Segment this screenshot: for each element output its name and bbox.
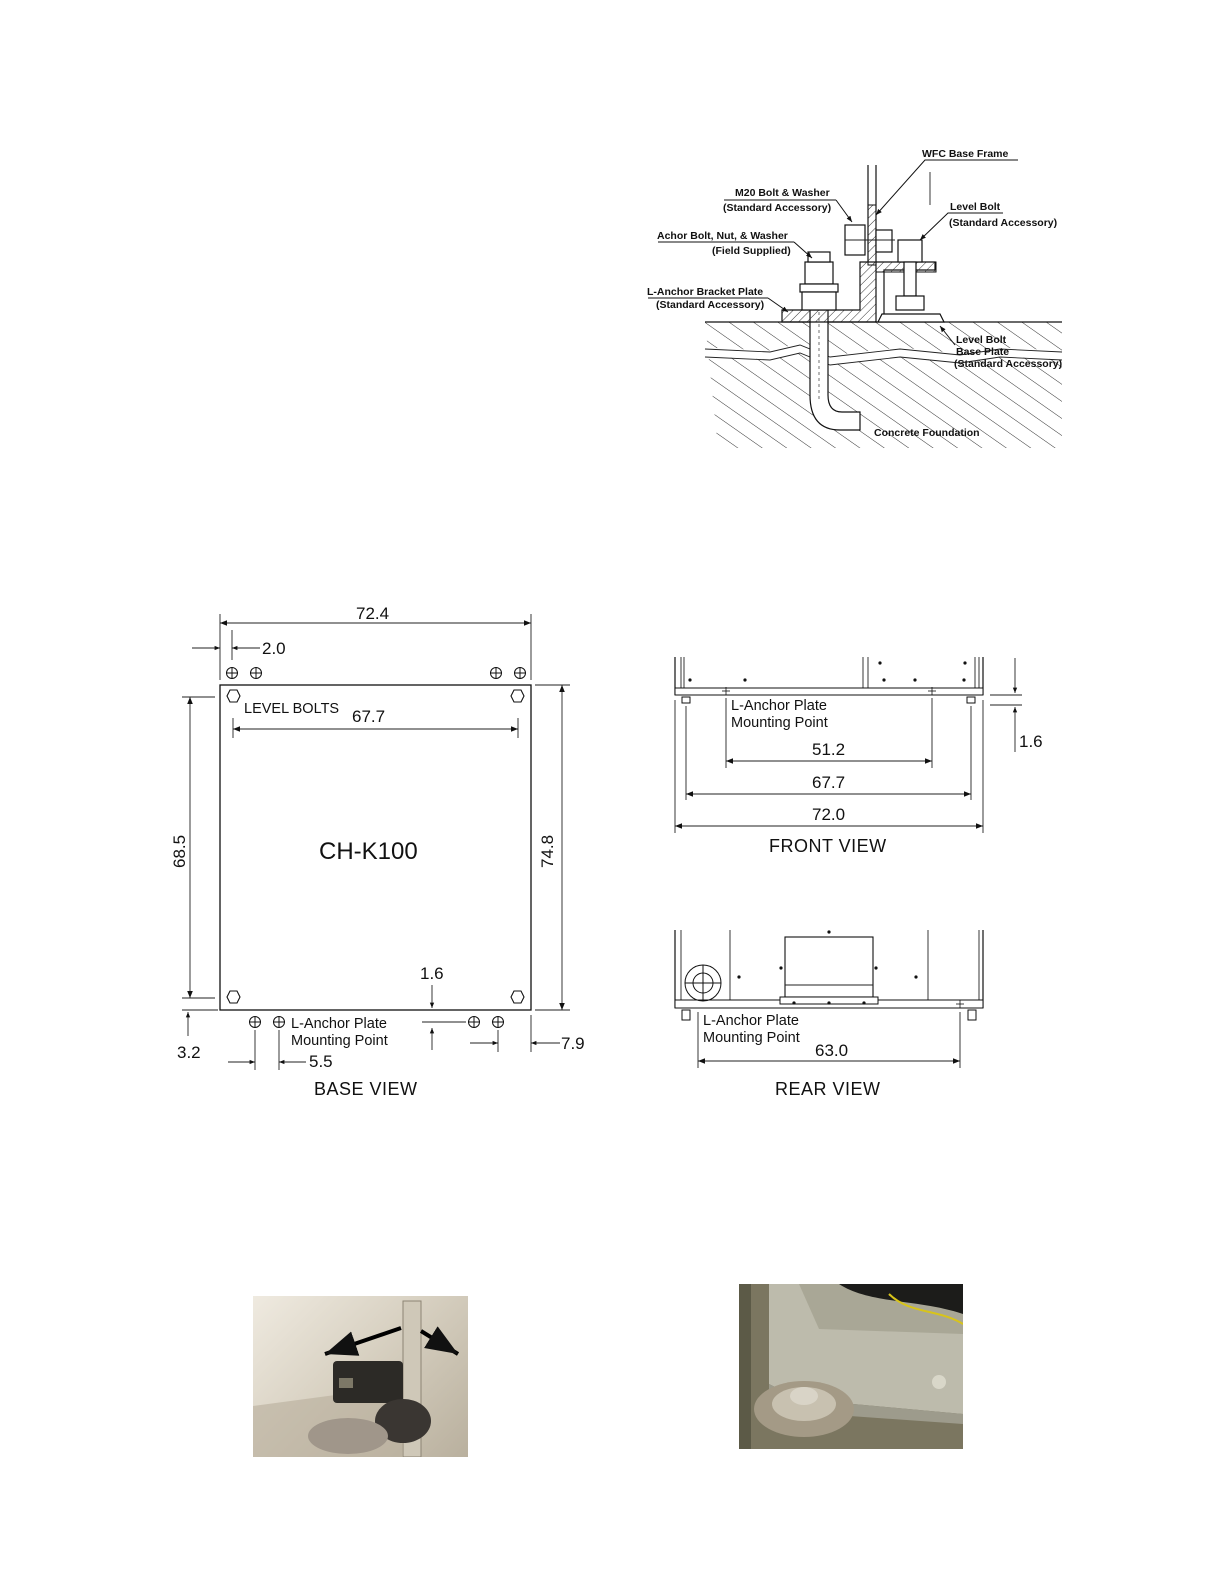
level-bolt-photo xyxy=(739,1284,963,1449)
label-concrete: Concrete Foundation xyxy=(874,427,980,439)
label-m20-bolt: M20 Bolt & Washer xyxy=(735,187,830,199)
dim-offset-bottom: 1.6 xyxy=(420,964,444,983)
dim-height-right: 74.8 xyxy=(538,834,557,868)
dim-bolt-span: 67.7 xyxy=(352,707,386,726)
rear-view-drawing xyxy=(675,930,983,1099)
label-level-bolt-sub: (Standard Accessory) xyxy=(949,217,1058,229)
base-anchor-label-2: Mounting Point xyxy=(291,1033,388,1049)
dim-offset-right: 7.9 xyxy=(561,1034,585,1053)
front-dim-bolt-span: 67.7 xyxy=(812,773,846,792)
front-anchor-label-1: L-Anchor Plate xyxy=(731,698,827,714)
front-dim-height: 1.6 xyxy=(1019,732,1043,751)
dim-width: 72.4 xyxy=(356,604,390,623)
label-base-plate-2: Base Plate xyxy=(956,346,1010,358)
label-level-bolts: LEVEL BOLTS xyxy=(244,701,340,717)
rear-anchor-label-1: L-Anchor Plate xyxy=(703,1013,799,1029)
rear-control-box xyxy=(785,937,873,997)
label-anchor-bolt: Achor Bolt, Nut, & Washer xyxy=(657,230,788,242)
label-level-bolt: Level Bolt xyxy=(950,201,1001,213)
base-view-title: BASE VIEW xyxy=(314,1079,418,1099)
leveling-photo-art xyxy=(253,1296,468,1457)
level-bolt-base-plate xyxy=(878,314,944,322)
dim-height-left: 68.5 xyxy=(170,834,189,868)
label-bracket-plate-sub: (Standard Accessory) xyxy=(656,299,765,311)
front-view-title: FRONT VIEW xyxy=(769,836,887,856)
base-view-drawing xyxy=(170,604,585,1099)
front-dim-inner: 51.2 xyxy=(812,740,846,759)
dim-offset-top: 2.0 xyxy=(262,639,286,658)
rear-dim-span: 63.0 xyxy=(815,1041,849,1060)
anchor-detail-drawing xyxy=(647,148,1062,448)
dim-offset-mid: 5.5 xyxy=(309,1052,333,1071)
leveling-photo xyxy=(253,1296,468,1457)
rear-anchor-label-2: Mounting Point xyxy=(703,1030,800,1046)
base-anchor-label-1: L-Anchor Plate xyxy=(291,1016,387,1032)
label-base-plate-1: Level Bolt xyxy=(956,334,1007,346)
anchor-holes-top xyxy=(226,667,526,679)
rear-view-title: REAR VIEW xyxy=(775,1079,881,1099)
label-m20-bolt-sub: (Standard Accessory) xyxy=(723,202,832,214)
dim-offset-left: 3.2 xyxy=(177,1043,201,1062)
anchor-nut xyxy=(805,262,833,284)
label-base-plate-sub: (Standard Accessory) xyxy=(954,358,1063,370)
label-wfc-base-frame: WFC Base Frame xyxy=(922,148,1009,160)
level-bolt-photo-art xyxy=(739,1284,963,1449)
front-view-drawing xyxy=(675,657,1043,856)
front-dim-overall: 72.0 xyxy=(812,805,846,824)
model-name: CH-K100 xyxy=(319,838,418,865)
label-anchor-bolt-sub: (Field Supplied) xyxy=(712,245,791,257)
front-anchor-label-2: Mounting Point xyxy=(731,715,828,731)
pipe-connection-icon xyxy=(685,965,721,1001)
label-bracket-plate: L-Anchor Bracket Plate xyxy=(647,286,764,298)
